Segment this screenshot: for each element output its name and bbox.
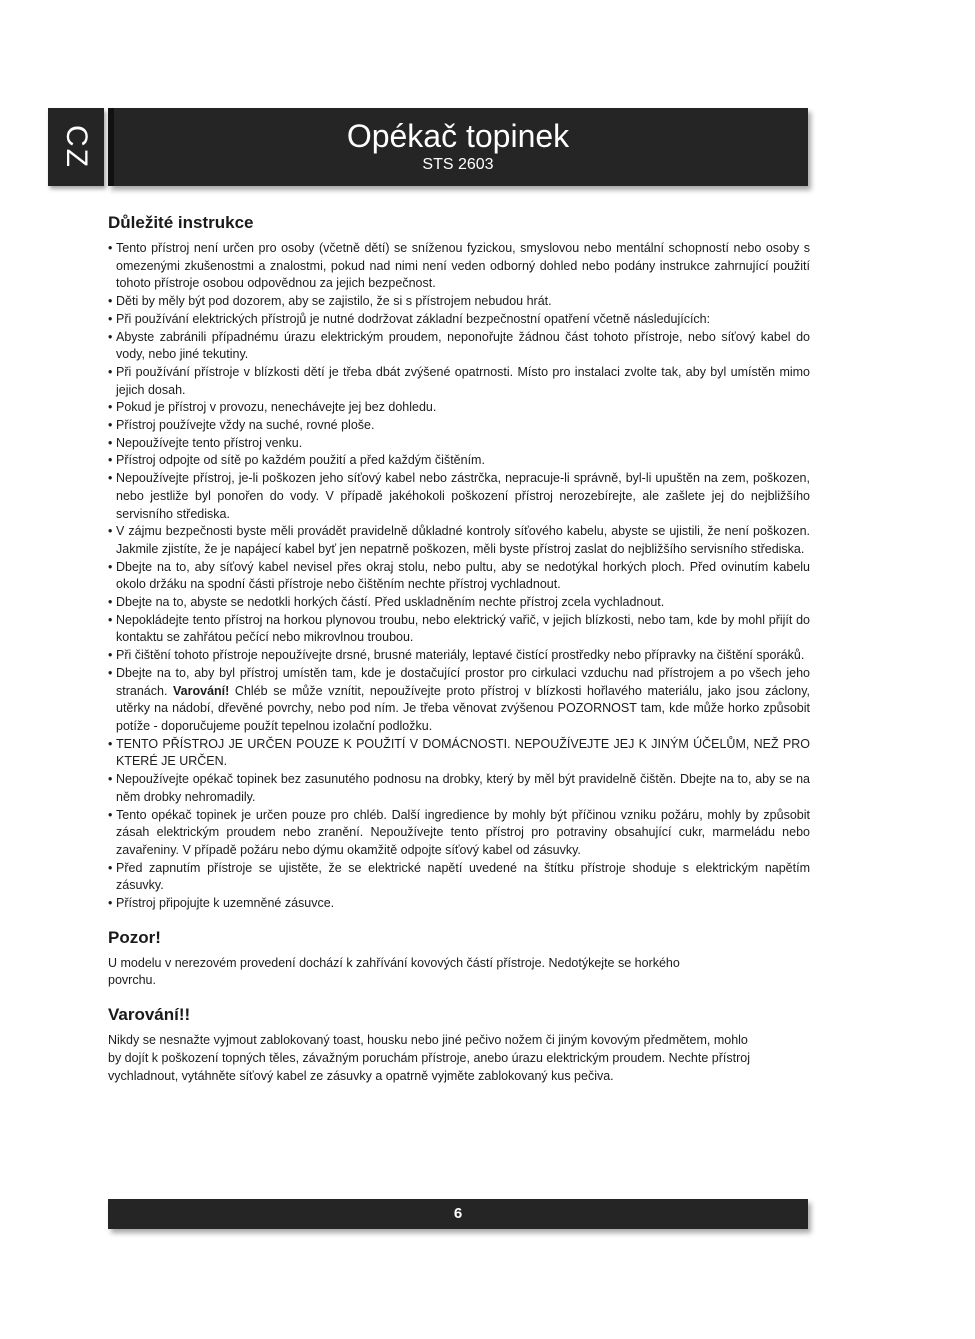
main-content bbox=[108, 212, 810, 1085]
footer-bar bbox=[108, 1199, 808, 1229]
instruction-item: • Nepoužívejte opékač topinek bez zasunutého podnosu na drobky, který by měl být pravidelně čištěn. Dbejte na to, aby se na něm drobky nehromadily. bbox=[108, 771, 810, 806]
instruction-item: • Přístroj odpojte od sítě po každém použití a před každým čištěním. bbox=[108, 452, 810, 470]
instruction-item: • TENTO PŘÍSTROJ JE URČEN POUZE K POUŽITÍ V DOMÁCNOSTI. NEPOUŽÍVEJTE JEJ K JINÝM ÚČELŮM, NEŽ PRO KTERÉ JE URČEN. bbox=[108, 736, 810, 771]
instruction-item: • Pokud je přístroj v provozu, nenechávejte jej bez dohledu. bbox=[108, 399, 810, 417]
language-code: CZ bbox=[60, 125, 93, 169]
instruction-item: • Při používání elektrických přístrojů je nutné dodržovat základní bezpečnostní opatření včetně následujících: bbox=[108, 311, 810, 329]
language-tab bbox=[48, 108, 104, 186]
instruction-item: • Přístroj používejte vždy na suché, rovné ploše. bbox=[108, 417, 810, 435]
instructions-list bbox=[108, 240, 810, 913]
ventilation-warning-label: Varování! bbox=[173, 683, 230, 698]
instruction-item: • Dbejte na to, abyste se nedotkli horkých částí. Před uskladněním nechte přístroj zcela vychladnout. bbox=[108, 594, 810, 612]
instruction-item: • Abyste zabránili případnému úrazu elektrickým proudem, neponořujte žádnou část tohoto přístroje, nebo síťový kabel do vody, nebo jiné tekutiny. bbox=[108, 329, 810, 364]
warning-text: Nikdy se nesnažte vyjmout zablokovaný toast, housku nebo jiné pečivo nožem či jiným kovovým předmětem, mohlo by dojít k poškození topných těles, závažným poruchám přístroje, anebo úrazu elektrickým proudem. Nechte přístroj vychladnout, vytáhněte síťový kabel ze zásuvky a opatrně vyjměte zablokovaný kus pečiva. bbox=[108, 1033, 750, 1083]
instruction-item: • Před zapnutím přístroje se ujistěte, že se elektrické napětí uvedené na štítku přístroje shoduje s elektrickým napětím zásuvky. bbox=[108, 860, 810, 895]
instruction-item: • Děti by měly být pod dozorem, aby se zajistilo, že si s přístrojem nebudou hrát. bbox=[108, 293, 810, 311]
instruction-item: • Dbejte na to, aby síťový kabel nevisel přes okraj stolu, nebo pultu, aby se nedotýkal horkých ploch. Před ovinutím kabelu okolo držáku na spodní části přístroje nebo čištěním nechte přístroj vychladnout. bbox=[108, 559, 810, 594]
ventilation-text-end: Chléb se může vznítit, nepoužívejte proto přístroj v blízkosti hořlavého materiálu, jako jsou záclony, utěrky na nádobí, dřevěné povrchy, nebo pod ním. Je třeba věnovat zvýšenou POZORNOST tam, kde může horko způsobit potíže - doporučujeme použít tepelnou izolační podložku. bbox=[116, 683, 810, 733]
model-number: STS 2603 bbox=[422, 156, 494, 173]
ventilation-text-start: Dbejte na to, aby byl přístroj umístěn tam, kde je dostačující prostor pro cirkulaci vzduchu nad přístrojem a po všech jeho stranách. bbox=[116, 665, 810, 698]
instruction-item: • Tento přístroj není určen pro osoby (včetně dětí) se sníženou fyzickou, smyslovou nebo mentální schopností nebo osoby s omezenými zkušenostmi a znalostmi, pokud nad nimi není veden odborný dohled nebo podány instrukce zahrnující použití tohoto přístroje osobou odpovědnou za jejich bezpečnost. bbox=[108, 240, 810, 293]
instruction-item-ventilation bbox=[108, 665, 810, 736]
caution-text: U modelu v nerezovém provedení dochází k zahřívání kovových částí přístroje. Nedotýkejte se horkého povrchu. bbox=[108, 955, 680, 988]
caution-section bbox=[108, 927, 810, 990]
instruction-item: • Přístroj připojujte k uzemněné zásuvce. bbox=[108, 895, 810, 913]
page-number: 6 bbox=[453, 1205, 463, 1222]
title-banner-edge bbox=[108, 108, 114, 186]
important-instructions-heading: Důležité instrukce bbox=[108, 213, 254, 232]
instruction-item: • Nepokládejte tento přístroj na horkou plynovou troubu, nebo elektrický vařič, v jejich blízkosti, nebo tam, kde by mohl přijít do kontaktu se zahřátou pečící nebo mikrovlnou troubou. bbox=[108, 612, 810, 647]
instruction-item: • Nepoužívejte tento přístroj venku. bbox=[108, 435, 810, 453]
caution-heading: Pozor! bbox=[108, 927, 161, 947]
warning-section bbox=[108, 1004, 810, 1085]
instruction-item: • V zájmu bezpečnosti byste měli provádět pravidelně důkladné kontroly síťového kabelu, abyste se ujistili, že není poškozen. Jakmile zjistíte, že je napájecí kabel byť jen nepatrně poškozen, měli byste přístroj zaslat do nejbližšího servisního střediska. bbox=[108, 523, 810, 558]
instruction-item: • Při čištění tohoto přístroje nepoužívejte drsné, brusné materiály, leptavé čistící prostředky nebo přípravky na čištění sporáků. bbox=[108, 647, 810, 665]
title-banner bbox=[108, 108, 808, 186]
instruction-item: • Tento opékač topinek je určen pouze pro chléb. Další ingredience by mohly být příčinou vzniku požáru, mohly by způsobit zásah elektrickým proudem nebo zranění. Nepoužívejte tento přístroj pro potraviny obsahující cukr, marmeládu nebo zavařeniny. V případě požáru nebo dýmu okamžitě odpojte síťový kabel od zásuvky. bbox=[108, 807, 810, 860]
instruction-item: • Při používání přístroje v blízkosti dětí je třeba dbát zvýšené opatrnosti. Místo pro instalaci zvolte tak, aby byl umístěn mimo jejich dosah. bbox=[108, 364, 810, 399]
page-title: Opékač topinek bbox=[346, 118, 570, 154]
warning-heading: Varování!! bbox=[108, 1005, 191, 1025]
instruction-item: • Nepoužívejte přístroj, je-li poškozen jeho síťový kabel nebo zástrčka, nepracuje-li správně, byl-li upuštěn na zem, poškozen, nebo jestliže byl ponořen do vody. V případě jakéhokoli poškození přístroj nerozebírejte, ale zašlete jej do nejbližšího servisního střediska. bbox=[108, 470, 810, 523]
